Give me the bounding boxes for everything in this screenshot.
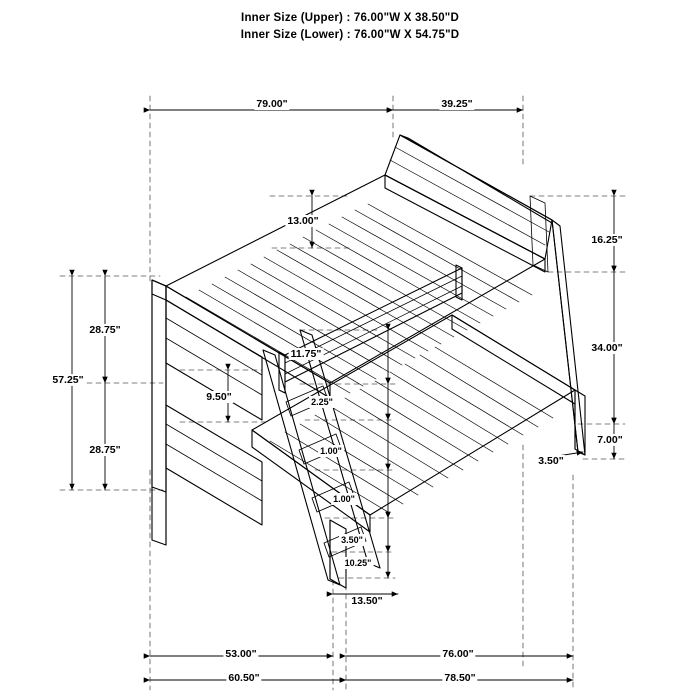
dim-overall-left-depth: 60.50" (228, 672, 260, 684)
dim-left-upper-section: 28.75" (89, 324, 121, 336)
dim-bottom-left-span: 53.00" (225, 648, 257, 660)
dim-lower-rail-height: 9.50" (206, 391, 232, 403)
dim-right-foot: 7.00" (597, 434, 623, 446)
dim-ladder-width: 13.50" (351, 595, 383, 607)
dim-ladder-rung-gap-4: 3.50" (341, 535, 363, 545)
dim-right-lower-post: 34.00" (591, 342, 623, 354)
dim-ladder-top-gap: 11.75" (290, 348, 322, 360)
dim-top-right-span: 39.25" (441, 98, 473, 110)
dim-overall-height: 57.25" (52, 374, 84, 386)
dim-top-left-span: 79.00" (256, 98, 288, 110)
dim-ladder-rung-gap-3: 1.00" (333, 494, 355, 504)
dim-left-lower-section: 28.75" (89, 444, 121, 456)
inner-size-upper-text: Inner Size (Upper) : 76.00"W X 38.50"D (241, 12, 459, 24)
dim-ladder-foot: 10.25" (344, 558, 372, 568)
dim-bottom-right-span: 76.00" (442, 648, 474, 660)
dim-ladder-rung-gap-2: 1.00" (320, 446, 342, 456)
dim-overall-right-depth: 78.50" (444, 672, 476, 684)
dim-ladder-rung-gap-1: 2.25" (311, 397, 333, 407)
dim-right-upper-post: 16.25" (591, 234, 623, 246)
dim-right-base-offset: 3.50" (538, 455, 564, 467)
inner-size-lower-text: Inner Size (Lower) : 76.00"W X 54.75"D (240, 29, 460, 41)
dim-upper-rail-height: 13.00" (287, 215, 319, 227)
